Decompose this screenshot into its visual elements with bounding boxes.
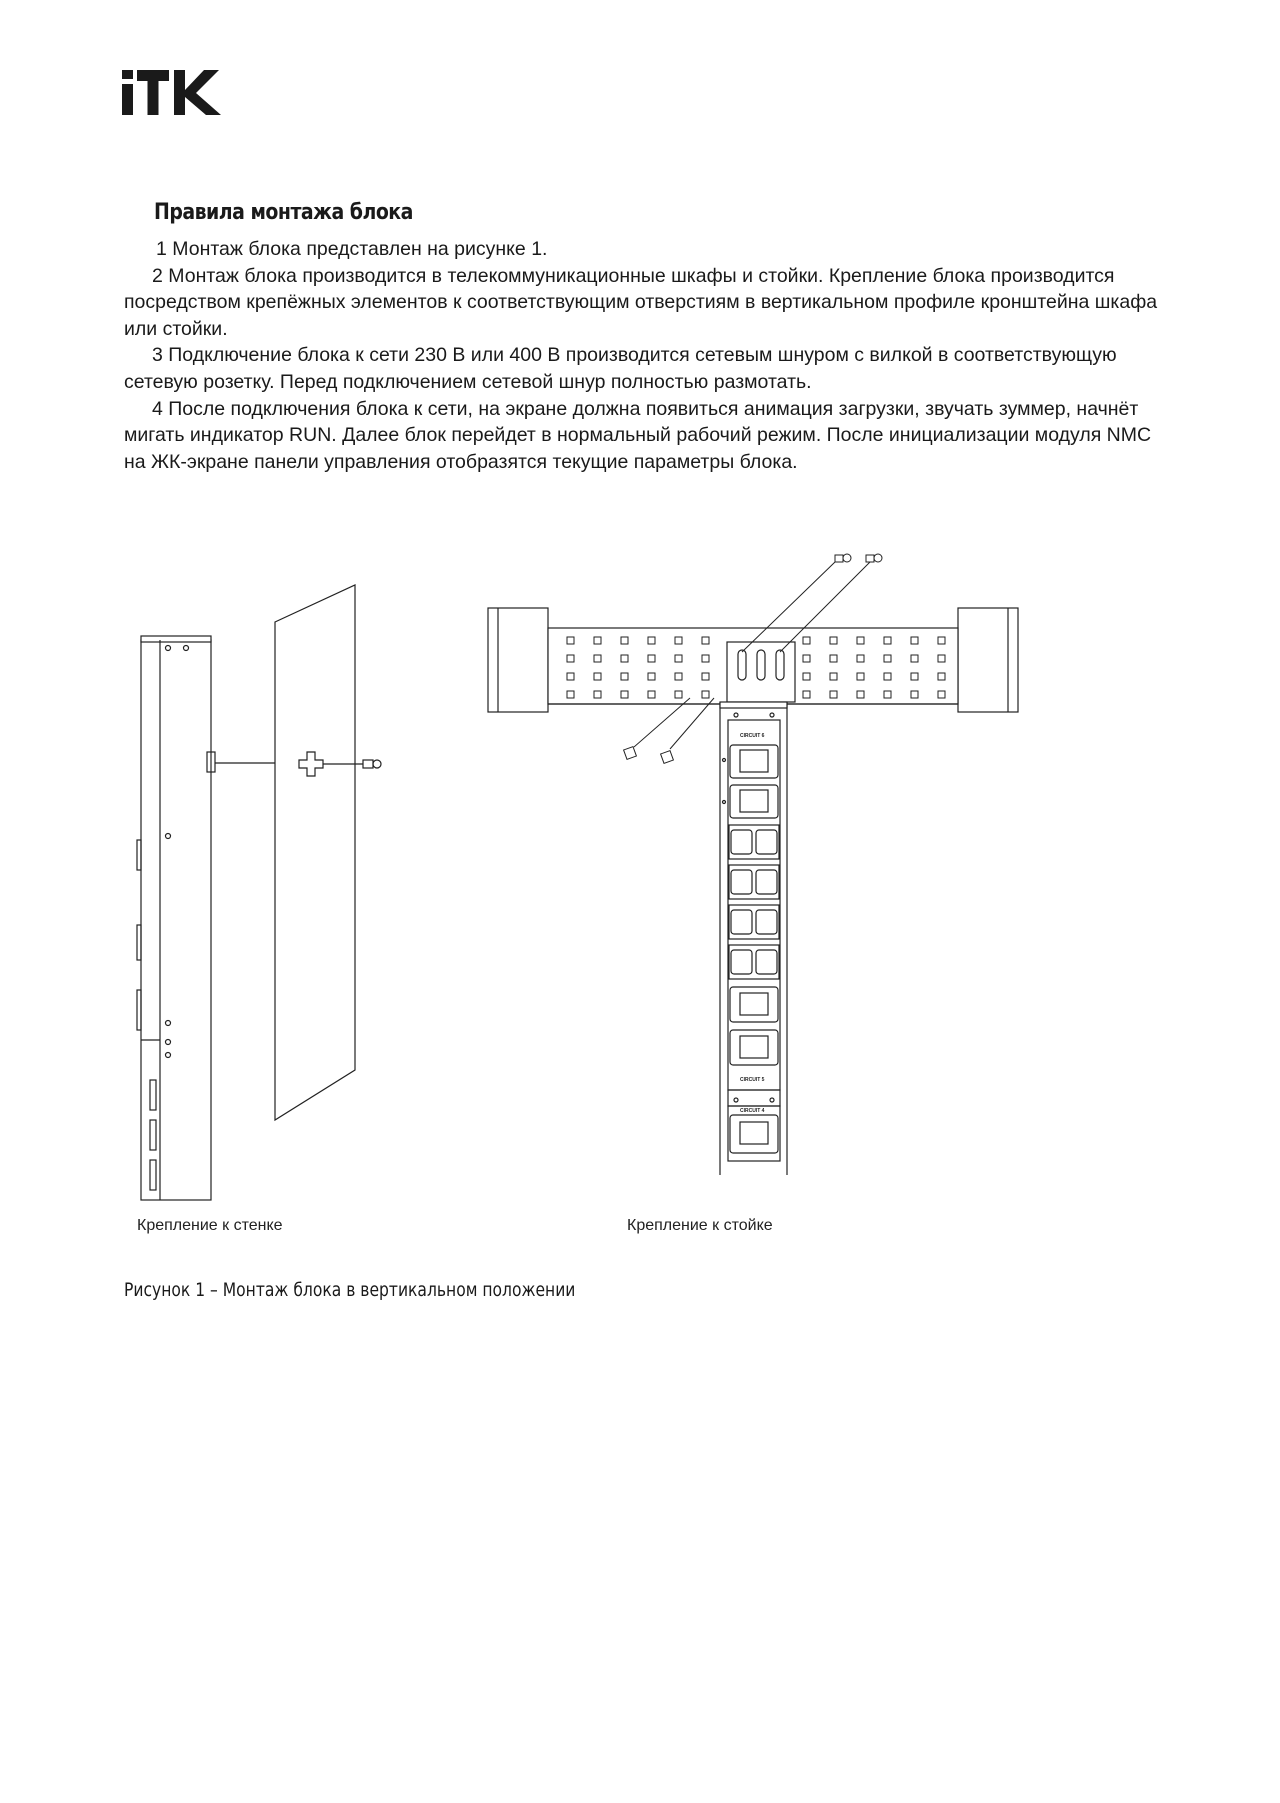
instructions-body [124,236,1164,475]
paragraph-2: 2 Монтаж блока производится в телекоммуникационные шкафы и стойки. Крепление блока производится посредством крепёжных элементов к соответствующим отверстиям в вертикальном профиле кронштейна шкафа или стойки. [124,264,1158,340]
itk-logo [122,66,222,116]
wall-mount-label: Крепление к стенке [137,1217,283,1234]
rack-mount-label: Крепление к стойке [627,1217,773,1234]
paragraph-3: 3 Подключение блока к сети 230 В или 400 В производится сетевым шнуром с вилкой в соответствующую сетевую розетку. Перед подключением сетевой шнур полностью размотать. [124,344,1117,393]
circuit-label-5: CIRCUIT 5 [740,1077,765,1083]
mounting-figure [0,530,1280,1250]
pdu-side-view [137,636,215,1200]
section-heading: Правила монтажа блока [154,200,413,225]
wall-panel [215,585,381,1120]
paragraph-4: 4 После подключения блока к сети, на экране должна появиться анимация загрузки, звучать зуммер, начнёт мигать индикатор RUN. Далее блок перейдет в нормальный рабочий режим. После инициализации модуля NMC на ЖК-экране панели управления отобразятся текущие параметры блока. [124,397,1152,473]
rack-rail [548,628,958,704]
circuit-label-6: CIRCUIT 6 [740,733,765,739]
pdu-front-view [720,702,787,1175]
circuit-label-4: CIRCUIT 4 [740,1108,765,1114]
figure-caption: Рисунок 1 – Монтаж блока в вертикальном положении [124,1280,576,1301]
paragraph-1: 1 Монтаж блока представлен на рисунке 1. [156,238,548,260]
